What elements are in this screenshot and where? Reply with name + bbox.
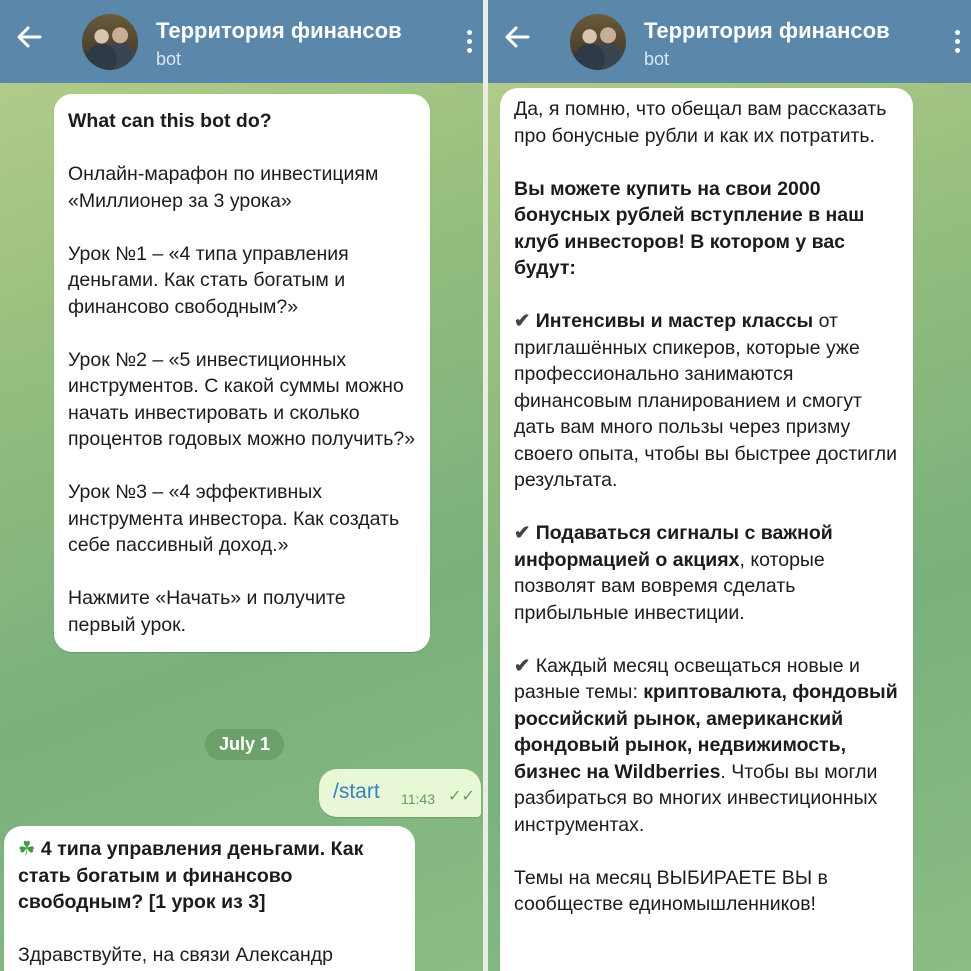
benefit-title: Интенсивы и мастер классы (535, 310, 814, 332)
bot-description-text: Нажмите «Начать» и получите первый урок. (68, 587, 346, 636)
avatar[interactable] (82, 14, 138, 70)
benefit-item (514, 520, 899, 626)
more-options-icon[interactable] (465, 30, 473, 57)
start-command-link[interactable]: /start (333, 780, 380, 803)
bot-description-text: Урок №3 – «4 эффективных инструмента инвестора. Как создать себе пассивный доход.» (68, 481, 400, 556)
benefit-text: Каждый месяц освещаться новые и разные темы: (514, 654, 860, 703)
bot-description-text: Урок №1 – «4 типа управления деньгами. Как стать богатым и финансово свободным?» (68, 242, 349, 318)
chat-panel-left (0, 0, 483, 971)
benefit-title: криптовалюта, фондовый российский рынок, американский фондовый рынок, недвижимость, бизнес на Wildberries (514, 681, 898, 783)
back-arrow-icon[interactable] (502, 22, 536, 56)
benefit-text: . Чтобы вы могли разбираться во многих инвестиционных инструментах. (514, 760, 878, 836)
check-icon: ✔ (514, 522, 536, 544)
chat-subtitle: bot (644, 49, 670, 69)
outgoing-message[interactable] (319, 769, 481, 817)
benefit-text: от приглашённых спикеров, которые уже профессионально занимаются финансовым планированием и смогут дать вам много пользы через призму своего опыта, чтобы вы быстрее достигли результата. (514, 310, 898, 491)
benefit-text: , которые позволят вам вовремя сделать прибыльные инвестиции. (514, 548, 825, 624)
chat-header (488, 0, 971, 83)
message-time: 11:43 (401, 791, 435, 807)
benefit-item (514, 308, 899, 494)
bot-description-bubble (54, 94, 430, 652)
clover-icon: ☘ (18, 838, 36, 860)
incoming-message (500, 88, 913, 971)
check-icon: ✔ (514, 310, 536, 332)
incoming-message (4, 826, 415, 971)
date-separator: July 1 (205, 729, 284, 760)
chat-title[interactable]: Территория финансов (644, 18, 890, 43)
chat-panel-right (488, 0, 971, 971)
message-text: Темы на месяц ВЫБИРАЕТЕ ВЫ в сообществе единомышленников! (514, 866, 828, 915)
back-arrow-icon[interactable] (14, 22, 48, 56)
benefit-item (514, 653, 899, 839)
bot-description-text: Онлайн-марафон по инвестициям «Миллионер за 3 урока» (68, 163, 379, 212)
bot-description-text: Урок №2 – «5 инвестиционных инструментов. С какой суммы можно начать инвестировать и сколько процентов годовых можно получить?» (68, 348, 416, 450)
lesson-title: 4 типа управления деньгами. Как стать богатым и финансово свободным? [1 урок из 3] (18, 838, 364, 913)
message-text: Вы можете купить на свои 2000 бонусных рублей вступление в наш клуб инвесторов! В котором у вас будут: (514, 177, 865, 279)
chat-header (0, 0, 483, 83)
bot-description-heading: What can this bot do? (68, 110, 272, 132)
read-checks-icon: ✓✓ (448, 788, 475, 805)
more-options-icon[interactable] (953, 30, 961, 57)
message-text: Да, я помню, что обещал вам рассказать про бонусные рубли и как их потратить. (514, 98, 887, 147)
lesson-greeting: Здравствуйте, на связи Александр (18, 944, 333, 966)
chat-title[interactable]: Территория финансов (156, 18, 402, 43)
avatar[interactable] (570, 14, 626, 70)
benefit-title: Подаваться сигналы с важной информацией о акциях (514, 522, 833, 571)
check-icon: ✔ (514, 654, 536, 677)
chat-subtitle: bot (156, 49, 182, 69)
